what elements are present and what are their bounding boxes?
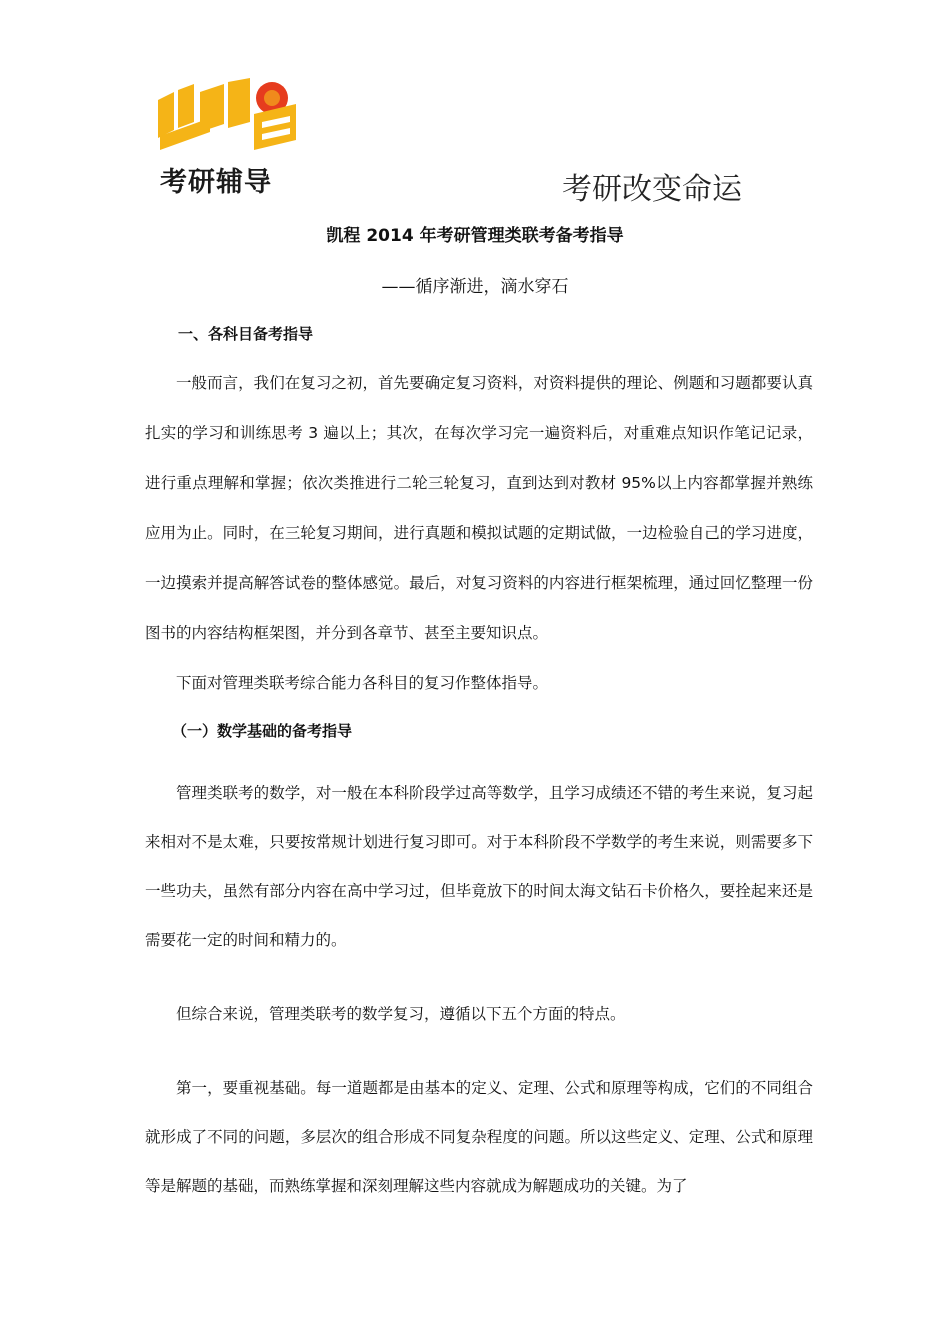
- slogan: 考研改变命运: [562, 172, 742, 207]
- brand-logo-mark: [150, 78, 300, 158]
- logo-text: 考研辅导: [160, 167, 272, 198]
- paragraph-4: 但综合来说，管理类联考的数学复习，遵循以下五个方面的特点。: [176, 1005, 626, 1023]
- paragraph-2: 下面对管理类联考综合能力各科目的复习作整体指导。: [176, 674, 549, 692]
- document-title: 凯程 2014 年考研管理类联考备考指导: [326, 226, 624, 246]
- paragraph-5: 第一，要重视基础。每一道题都是由基本的定义、定理、公式和原理等构成，它们的不同组合就形成了不同的问题，多层次的组合形成不同复杂程度的问题。所以这些定义、定理、公式和原理等是解题的基础，而熟练掌握和深刻理解这些内容就成为解题成功的关键。为了: [145, 1079, 813, 1195]
- document-subtitle: ——循序渐进，滴水穿石: [381, 277, 569, 297]
- paragraph-3: 管理类联考的数学，对一般在本科阶段学过高等数学，且学习成绩还不错的考生来说，复习起来相对不是太难，只要按常规计划进行复习即可。对于本科阶段不学数学的考生来说，则需要多下一些功夫，虽然有部分内容在高中学习过，但毕竟放下的时间太海文钻石卡价格久，要拴起来还是需要花一定的时间和精力的。: [145, 784, 813, 949]
- subsection-heading: （一）数学基础的备考指导: [172, 722, 353, 740]
- paragraph-1: 一般而言，我们在复习之初，首先要确定复习资料，对资料提供的理论、例题和习题都要认真扎实的学习和训练思考 3 遍以上；其次，在每次学习完一遍资料后，对重难点知识作笔记记录，进行重点理解和掌握；依次类推进行二轮三轮复习，直到达到对教材 95%以上内容都掌握并熟练应用为止。同时，在三轮复习期间，进行真题和模拟试题的定期试做，一边检验自己的学习进度，一边摸索并提高解答试卷的整体感觉。最后，对复习资料的内容进行框架梳理，通过回忆整理一份图书的内容结构框架图，并分到各章节、甚至主要知识点。: [145, 374, 813, 642]
- section-heading: 一、各科目备考指导: [178, 325, 314, 343]
